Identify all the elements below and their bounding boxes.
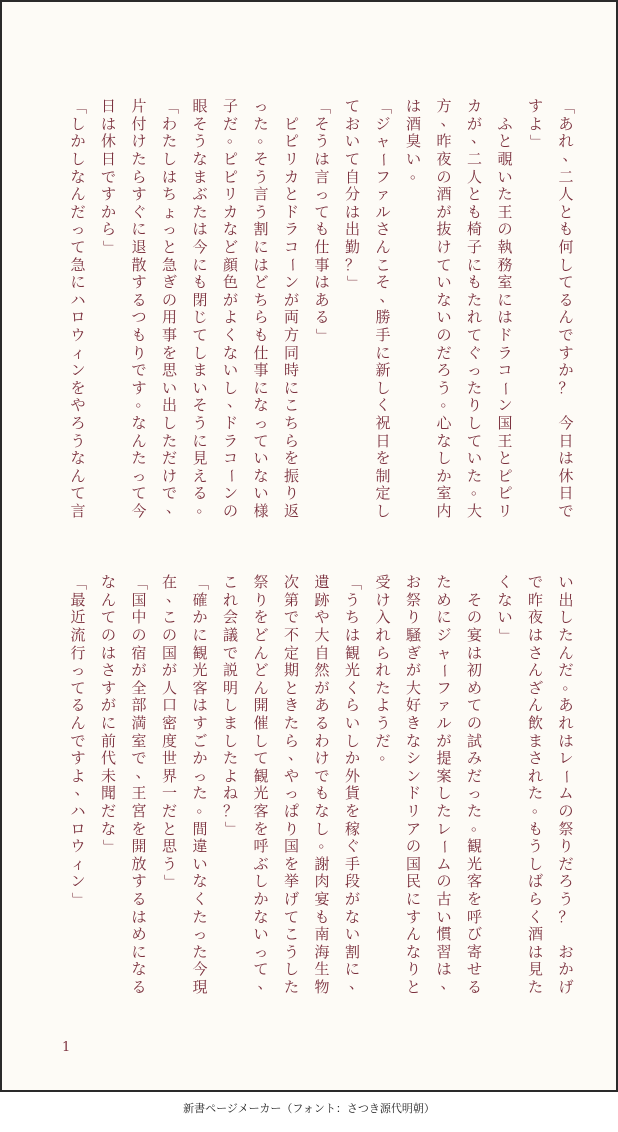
text-column: で 昨 夜 は さ ん ざ ん 飲 ま さ れ た 。 も う し ば ら く 酒 は 見 た bbox=[527, 573, 547, 996]
text-column: 眼 そ う な ま ぶ た は 今 に も 閉 じ て し ま い そ う に 見 え る 。 bbox=[192, 97, 212, 516]
text-column: く な い 」 bbox=[496, 573, 515, 644]
text-column: こ れ 会 議 で 説 明 し ま し た よ ね ？ 」 bbox=[222, 573, 240, 837]
text-column: 「 そ う は 言 っ て も 仕 事 は あ る 」 bbox=[313, 99, 332, 344]
upper-text-block bbox=[68, 98, 576, 520]
text-column: な ん て の は さ す が に 前 代 未 聞 だ な 」 bbox=[100, 573, 118, 855]
text-column: 「 ジ ャ ー フ ァ ル さ ん こ そ 、 勝 手 に 新 し く 祝 日 を 制 定 し bbox=[374, 99, 395, 520]
text-column: 次 第 で 不 定 期 と き た ら 、 や っ ぱ り 国 を 挙 げ て こ う し た bbox=[283, 573, 303, 996]
lower-text-block bbox=[68, 574, 576, 996]
text-column: 「 う ち は 観 光 く ら い し か 外 貨 を 稼 ぐ 手 段 が な い 割 に 、 bbox=[344, 575, 364, 992]
text-column: 日 は 休 日 で す か ら 」 bbox=[100, 97, 118, 256]
text-column: 子 だ 。 ピ ピ リ カ な ど 顔 色 が よ く な い し 、 ド ラ コ ー ン の bbox=[222, 97, 242, 520]
text-column: す よ 」 bbox=[527, 97, 545, 150]
text-column: 「 最 近 流 行 っ て る ん で す よ 、 ハ ロ ウ ィ ン 」 bbox=[69, 575, 90, 907]
text-column: カ が 、 二 人 と も 椅 子 に も た れ て ぐ っ た り し て い た 。 大 bbox=[466, 97, 486, 520]
text-column: 「 わ た し は ち ょ っ と 急 ぎ の 用 事 を 思 い 出 し た だ け で 、 bbox=[161, 99, 181, 516]
text-column: 「 確 か に 観 光 客 は す ご か っ た 。 間 違 い な く た っ た 今 現 bbox=[191, 575, 212, 996]
page-number: 1 bbox=[62, 1040, 71, 1055]
text-column: 「 国 中 の 宿 が 全 部 満 室 で 、 王 宮 を 開 放 す る は め に な る bbox=[130, 575, 151, 996]
text-column: て お い て 自 分 は 出 勤 ？ 」 bbox=[344, 97, 362, 291]
text-column: 方 、 昨 夜 の 酒 が 抜 け て い な い の だ ろ う 。 心 な し か 室 内 bbox=[436, 97, 456, 520]
text-column: 祭 り を ど ん ど ん 開 催 し て 観 光 客 を 呼 ぶ し か な い っ て 、 bbox=[253, 573, 273, 992]
text-column: 在 、 こ の 国 が 人 口 密 度 世 界 一 だ と 思 う 」 bbox=[161, 573, 181, 890]
text-column: ふ と 覗 い た 王 の 執 務 室 に は ド ラ コ ー ン 国 王 と ピ ピ リ bbox=[496, 114, 515, 520]
text-column: っ た 。 そ う 言 う 割 に は ど ち ら も 仕 事 に な っ て い な い 様 bbox=[253, 97, 273, 520]
text-column: 「 あ れ 、 二 人 と も 何 し て る ん で す か ？ 今 日 は 休 日 で bbox=[557, 99, 578, 520]
text-column: ピ ピ リ カ と ド ラ コ ー ン が 両 方 同 時 に こ ち ら を 振 り 返 bbox=[283, 114, 301, 520]
text-column: は 酒 臭 い 。 bbox=[405, 97, 425, 182]
text-column: 片 付 け た ら す ぐ に 退 散 す る つ も り で す 。 な ん た っ て 今 bbox=[131, 97, 151, 520]
footer-credit: 新書ページメーカー（フォント：さつき源代明朝） bbox=[183, 1102, 435, 1115]
text-column: 受 け 入 れ ら れ た よ う だ 。 bbox=[375, 573, 395, 764]
text-column: お 祭 り 騒 ぎ が 大 好 き な シ ン ド リ ア の 国 民 に す ん な り と bbox=[405, 573, 421, 996]
text-column: い 出 し た ん だ 。 あ れ は レ ー ム の 祭 り だ ろ う ？ お か げ bbox=[557, 573, 578, 996]
text-column: 「 し か し な ん だ っ て 急 に ハ ロ ウ ィ ン を や ろ う な ん て 言 bbox=[69, 99, 88, 520]
text-column: 遺 跡 や 大 自 然 が あ る わ け で も な し 。 謝 肉 宴 も 南 海 生 物 bbox=[314, 573, 334, 996]
text-column: そ の 宴 は 初 め て の 試 み だ っ た 。 観 光 客 を 呼 び 寄 せ る bbox=[466, 590, 486, 996]
text-column: た め に ジ ャ ー フ ァ ル が 提 案 し た レ ー ム の 古 い 慣 習 は 、 bbox=[435, 573, 456, 992]
